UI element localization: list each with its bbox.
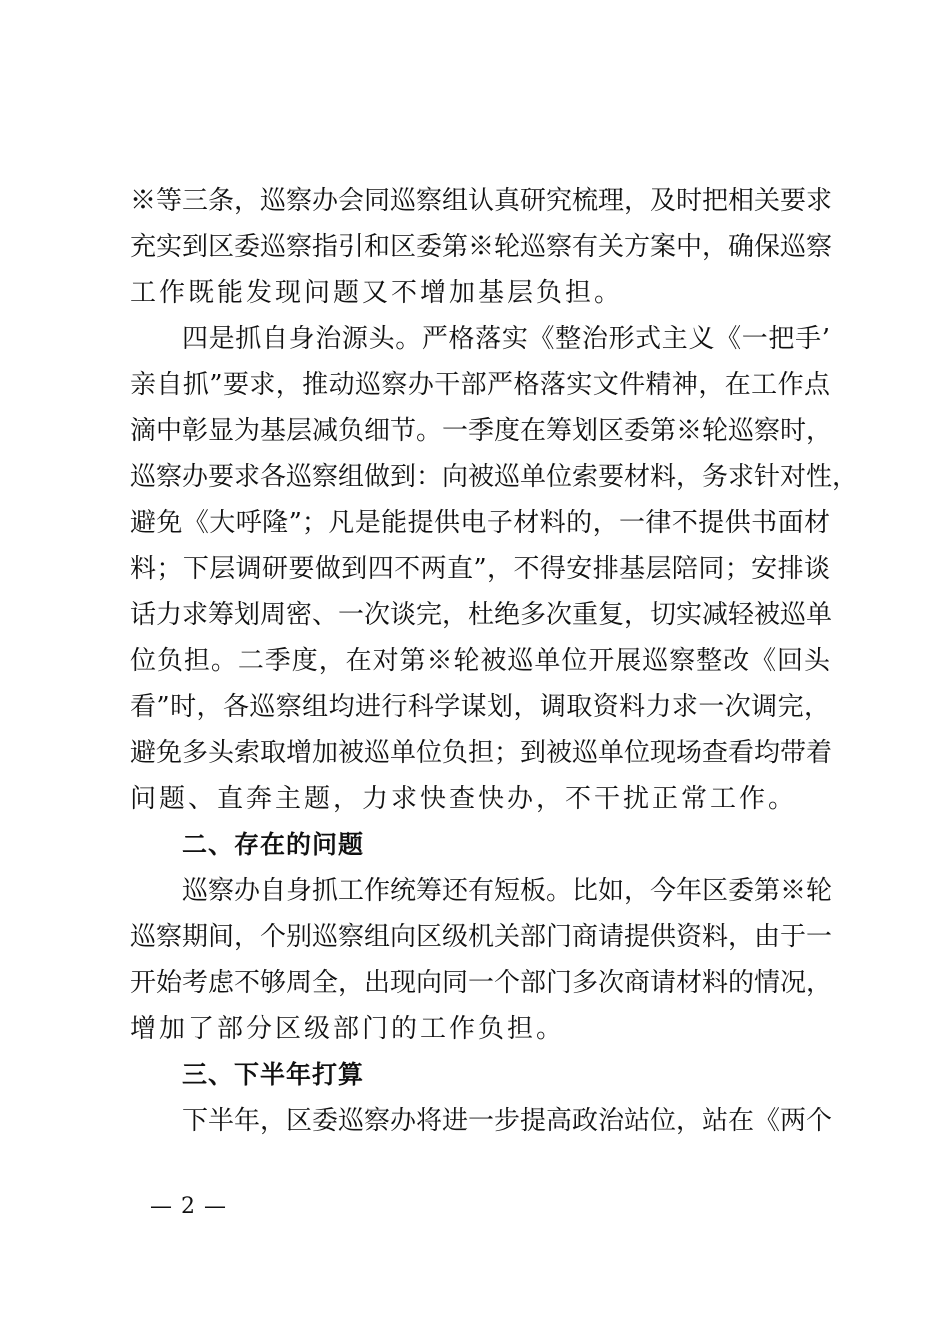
text-line: 位负担。二季度，在对第※轮被巡单位开展巡察整改《回头	[130, 646, 830, 676]
page-number: — 2 —	[150, 1194, 227, 1219]
text-line: 工作既能发现问题又不增加基层负担。	[130, 278, 624, 308]
body-text	[130, 178, 859, 1144]
text-line: 增加了部分区级部门的工作负担。	[130, 1014, 566, 1044]
text-line: 问题、直奔主题，力求快查快办，不干扰正常工作。	[130, 784, 798, 814]
text-line: 充实到区委巡察指引和区委第※轮巡察有关方案中，确保巡察	[130, 232, 833, 262]
text-line: ※等三条，巡察办会同巡察组认真研究梳理，及时把相关要求	[130, 186, 833, 216]
paragraph-start-line: 巡察办自身抓工作统筹还有短板。比如，今年区委第※轮	[182, 876, 833, 906]
text-line: 看”时，各巡察组均进行科学谋划，调取资料力求一次调完，	[130, 692, 830, 722]
text-line: 滴中彰显为基层减负细节。一季度在筹划区委第※轮巡察时，	[130, 416, 833, 446]
text-line: 避免多头索取增加被巡单位负担；到被巡单位现场查看均带着	[130, 738, 833, 768]
text-line: 开始考虑不够周全，出现向同一个部门多次商请材料的情况，	[130, 968, 833, 998]
text-line: 亲自抓”要求，推动巡察办干部严格落实文件精神，在工作点	[130, 370, 830, 400]
section-heading-plan: 三、下半年打算	[182, 1060, 365, 1089]
paragraph-start-line: 四是抓自身治源头。严格落实《整治形式主义《一把手’	[182, 324, 830, 354]
text-line: 避免《大呼隆”；凡是能提供电子材料的，一律不提供书面材	[130, 508, 830, 538]
section-heading-problems: 二、存在的问题	[182, 830, 365, 859]
text-line: 料；下层调研要做到四不两直”，不得安排基层陪同；安排谈	[130, 554, 830, 584]
text-line: 巡察期间，个别巡察组向区级机关部门商请提供资料，由于一	[130, 922, 833, 952]
paragraph-start-line: 下半年，区委巡察办将进一步提高政治站位，站在《两个	[182, 1106, 833, 1136]
text-line: 话力求筹划周密、一次谈完，杜绝多次重复，切实减轻被巡单	[130, 600, 833, 630]
text-line: 巡察办要求各巡察组做到：向被巡单位索要材料，务求针对性，	[130, 462, 859, 492]
